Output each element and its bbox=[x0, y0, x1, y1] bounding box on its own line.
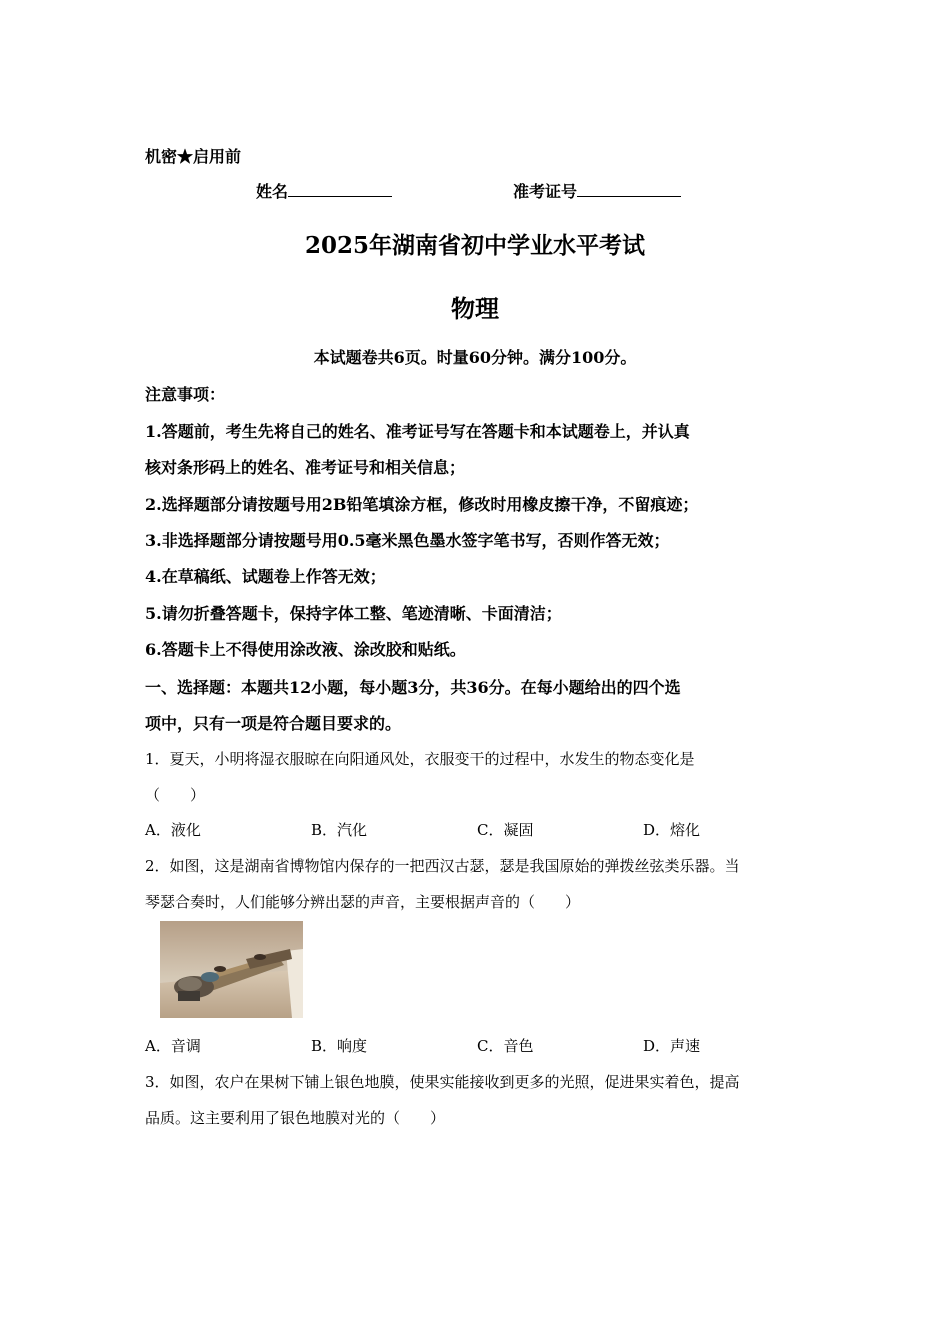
question-2-option-b: B．响度 bbox=[311, 1037, 368, 1055]
question-2-text-line2: 琴瑟合奏时，人们能够分辨出瑟的声音，主要根据声音的（ ） bbox=[145, 893, 581, 911]
name-blank bbox=[288, 180, 392, 197]
notice-item: 2.选择题部分请按题号用2B铅笔填涂方框，修改时用橡皮擦干净，不留痕迹； bbox=[145, 495, 699, 514]
question-1-paren: （ ） bbox=[145, 786, 206, 804]
exam-id-label: 准考证号 bbox=[513, 182, 578, 201]
exam-id-field bbox=[513, 179, 681, 202]
notice-item: 6.答题卡上不得使用涂改液、涂改胶和贴纸。 bbox=[145, 640, 466, 659]
question-2-text: 2．如图，这是湖南省博物馆内保存的一把西汉古瑟，瑟是我国原始的弹拨丝弦类乐器。当 bbox=[145, 857, 740, 875]
question-2-option-a: A．音调 bbox=[145, 1037, 201, 1055]
question-3-text-line2: 品质。这主要利用了银色地膜对光的（ ） bbox=[145, 1109, 446, 1127]
subject-title: 物理 bbox=[451, 294, 499, 323]
notice-item: 1.答题前，考生先将自己的姓名、准考证号写在答题卡和本试题卷上，并认真 bbox=[145, 422, 690, 441]
confidential-label: 机密★启用前 bbox=[145, 147, 242, 166]
exam-info: 本试题卷共6页。时量60分钟。满分100分。 bbox=[313, 348, 637, 367]
notice-item: 4.在草稿纸、试题卷上作答无效； bbox=[145, 567, 386, 586]
exam-id-blank bbox=[577, 180, 681, 197]
guqin-photo bbox=[160, 921, 303, 1018]
question-1-text: 1．夏天，小明将湿衣服晾在向阳通风处，衣服变干的过程中，水发生的物态变化是 bbox=[145, 750, 695, 768]
section-heading-line2: 项中，只有一项是符合题目要求的。 bbox=[145, 714, 402, 733]
question-1-option-b: B．汽化 bbox=[311, 821, 368, 839]
name-label: 姓名 bbox=[256, 182, 289, 201]
guqin-photo-drawing bbox=[160, 921, 303, 1018]
notice-item: 5.请勿折叠答题卡，保持字体工整、笔迹清晰、卡面清洁； bbox=[145, 604, 562, 623]
notice-item: 3.非选择题部分请按题号用0.5毫米黑色墨水签字笔书写，否则作答无效； bbox=[145, 531, 670, 550]
question-1-option-c: C．凝固 bbox=[477, 821, 534, 839]
notice-item: 核对条形码上的姓名、准考证号和相关信息； bbox=[145, 458, 466, 477]
question-2-option-c: C．音色 bbox=[477, 1037, 534, 1055]
question-2-option-d: D．声速 bbox=[643, 1037, 701, 1055]
question-1-option-d: D．熔化 bbox=[643, 821, 701, 839]
question-1-option-a: A．液化 bbox=[145, 821, 201, 839]
notice-heading: 注意事项： bbox=[145, 385, 226, 404]
name-field bbox=[256, 179, 392, 202]
question-3-text: 3．如图，农户在果树下铺上银色地膜，使果实能接收到更多的光照，促进果实着色，提高 bbox=[145, 1073, 740, 1091]
exam-title: 2025年湖南省初中学业水平考试 bbox=[304, 232, 645, 259]
section-heading-line1: 一、选择题：本题共12小题，每小题3分，共36分。在每小题给出的四个选 bbox=[145, 678, 681, 697]
